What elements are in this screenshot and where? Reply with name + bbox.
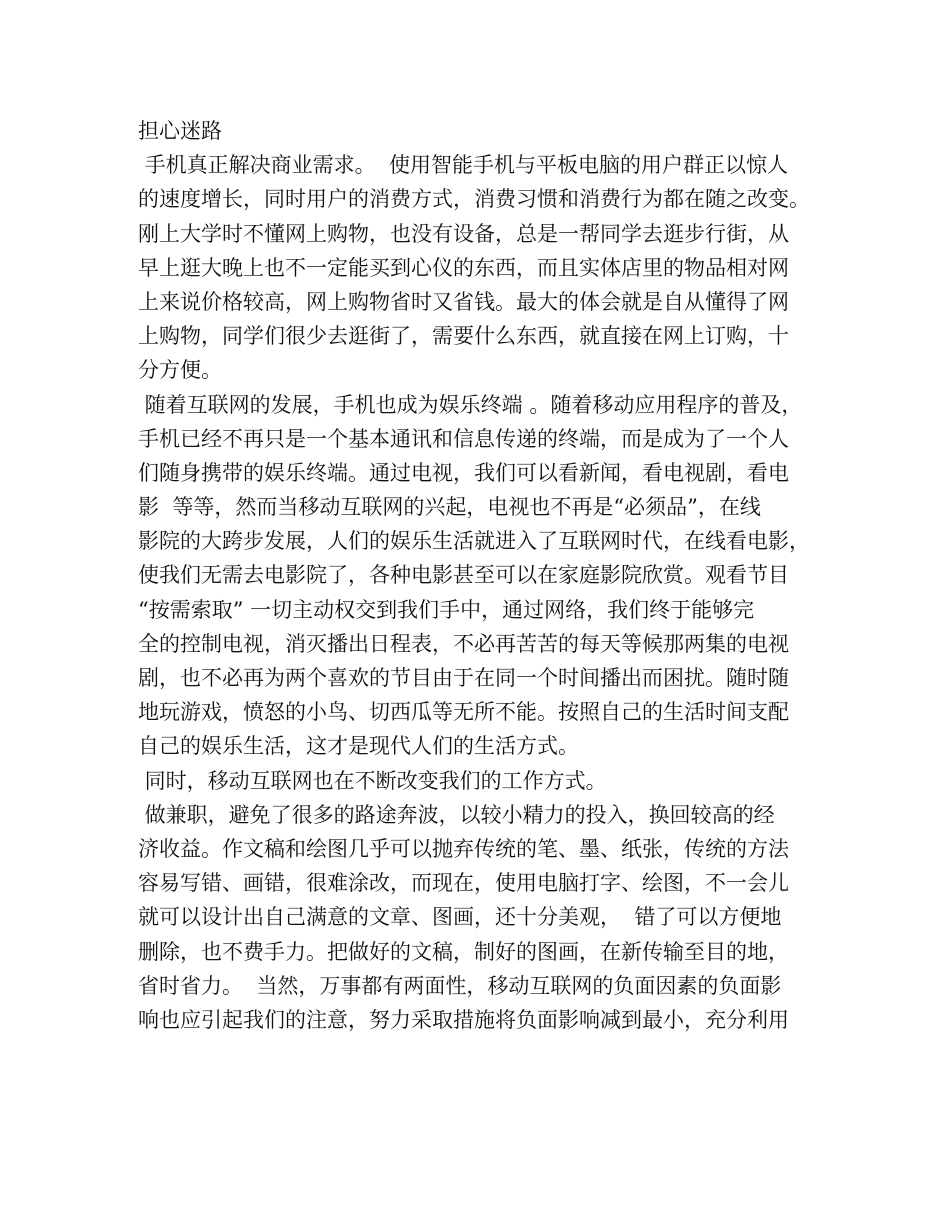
text-line: 自己的娱乐生活，这才是现代人们的生活方式。 [138,734,579,759]
text-line: 剧，也不必再为两个喜欢的节目由于在同一个时间播出而困扰。随时随 [138,666,789,690]
text-line: 的速度增长，同时用户的消费方式，消费习惯和消费行为都在随之改变。 [138,187,810,212]
text-line: 们随身携带的娱乐终端。通过电视，我们可以看新闻，看电视剧，看电 [138,460,789,485]
text-line: 响也应引起我们的注意，努力采取措施将负面影响减到最小，充分利用 [138,1007,789,1032]
text-line: 影院的大跨步发展，人们的娱乐生活就进入了互联网时代，在线看电影， [138,529,810,554]
text-line: 刚上大学时不懂网上购物，也没有设备，总是一帮同学去逛步行街，从 [138,221,789,246]
text-line: 地玩游戏，愤怒的小鸟、切西瓜等无所不能。按照自己的生活时间支配 [138,700,789,725]
text-line: 删除，也不费手力。把做好的文稿，制好的图画，在新传输至目的地， [138,939,789,964]
text-line: 全的控制电视，消灭播出日程表，不必再苦苦的每天等候那两集的电视 [138,631,789,656]
text-line: 随着互联网的发展，手机也成为娱乐终端 。随着移动应用程序的普及， [138,392,803,417]
heading-line: 担心迷路 [138,119,222,143]
text-line: 容易写错、画错，很难涂改，而现在，使用电脑打字、绘图，不一会儿 [138,871,789,896]
text-line: “按需索取” 一切主动权交到我们手中，通过网络，我们终于能够完 [138,597,755,622]
text-line: 手机真正解决商业需求。 使用智能手机与平板电脑的用户群正以惊人 [138,153,789,178]
text-line: 上来说价格较高，网上购物省时又省钱。最大的体会就是自从懂得了网 [138,289,789,314]
text-line: 影 等等，然而当移动互联网的兴起，电视也不再是“必须品”，在线 [138,495,761,520]
text-line: 做兼职，避免了很多的路途奔波，以较小精力的投入，换回较高的经 [138,802,775,827]
text-line: 济收益。作文稿和绘图几乎可以抛弃传统的笔、墨、纸张，传统的方法 [138,836,789,861]
text-line: 使我们无需去电影院了，各种电影甚至可以在家庭影院欣赏。观看节目 [138,563,789,588]
text-line: 同时，移动互联网也在不断改变我们的工作方式。 [138,768,607,793]
text-line: 分方便。 [138,358,222,383]
text-line: 手机已经不再只是一个基本通讯和信息传递的终端，而是成为了一个人 [138,426,789,451]
body-text [138,114,838,1037]
text-line: 上购物，同学们很少去逛街了，需要什么东西，就直接在网上订购，十 [138,324,789,349]
text-line: 就可以设计出自己满意的文章、图画，还十分美观， 错了可以方便地 [138,905,782,930]
text-line: 早上逛大晚上也不一定能买到心仪的东西，而且实体店里的物品相对网 [138,255,789,280]
text-line: 省时省力。 当然，万事都有两面性，移动互联网的负面因素的负面影 [138,973,782,998]
